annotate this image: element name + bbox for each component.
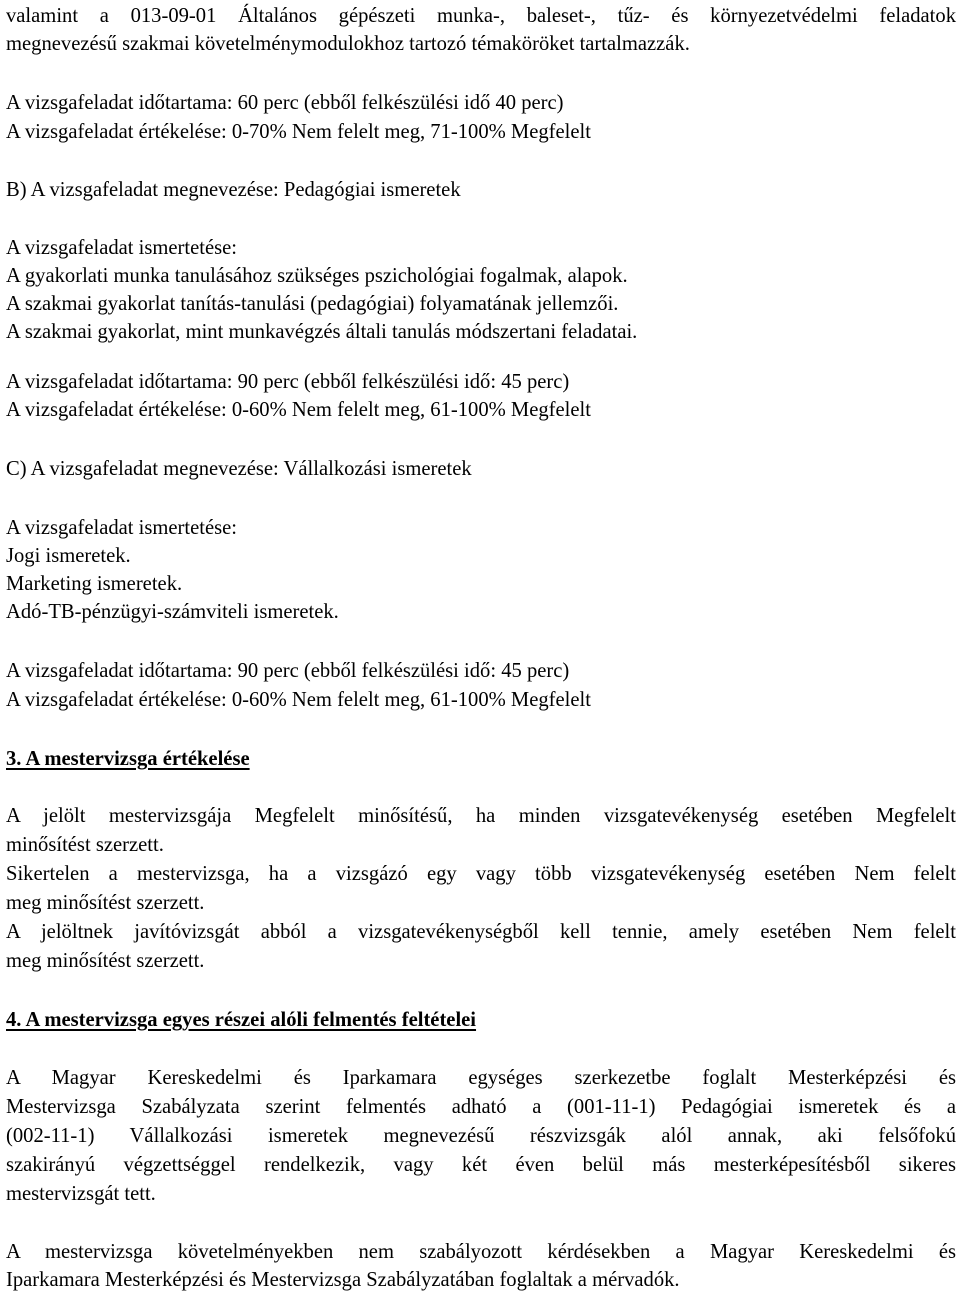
section-4-paragraph-line: (002-11-1) Vállalkozási ismeretek megnevezésű részvizsgák alól annak, aki felsőfokú [6,1125,956,1147]
section-4-paragraph-line: Mestervizsga Szabályzata szerint felmentés adható a (001-11-1) Pedagógiai ismeretek és a [6,1096,956,1118]
task-c-description-line: Adó-TB-pénzügyi-számviteli ismeretek. [6,601,339,623]
task-b-description-label: A vizsgafeladat ismertetése: [6,237,238,259]
section-4-paragraph-line: szakirányú végzettséggel rendelkezik, vagy két éven belül más mesterképesítésből sikeres [6,1154,956,1176]
section-4-paragraph-line: mestervizsgát tett. [6,1183,156,1205]
section-3-line: A jelöltnek javítóvizsgát abból a vizsgatevékenységből kell tennie, amely esetében Nem felelt [6,921,956,943]
task-b-evaluation: A vizsgafeladat értékelése: 0-60% Nem felelt meg, 61-100% Megfelelt [6,399,591,421]
task-c-description-label: A vizsgafeladat ismertetése: [6,517,238,539]
task-c-description-line: Jogi ismeretek. [6,545,131,567]
task-b-description-line: A szakmai gyakorlat, mint munkavégzés általi tanulás módszertani feladatai. [6,321,638,343]
section-4-paragraph-line: A Magyar Kereskedelmi és Iparkamara egységes szerkezetbe foglalt Mesterképzési és [6,1067,956,1089]
section-3-line: Sikertelen a mestervizsga, ha a vizsgázó egy vagy több vizsgatevékenység esetében Nem felelt [6,863,956,885]
task-b-title: B) A vizsgafeladat megnevezése: Pedagógiai ismeretek [6,179,461,201]
section-3-heading: 3. A mestervizsga értékelése [6,748,250,770]
section-3-line: A jelölt mestervizsgája Megfelelt minősítésű, ha minden vizsgatevékenység esetében Megfelelt [6,805,956,827]
task-a-evaluation: A vizsgafeladat értékelése: 0-70% Nem felelt meg, 71-100% Megfelelt [6,121,591,143]
intro-line: megnevezésű szakmai követelménymodulokhoz tartozó témaköröket tartalmazzák. [6,33,690,55]
task-a-duration: A vizsgafeladat időtartama: 60 perc (ebből felkészülési idő 40 perc) [6,92,564,114]
section-3-line: meg minősítést szerzett. [6,892,205,914]
section-3-line: minősítést szerzett. [6,834,164,856]
task-c-evaluation: A vizsgafeladat értékelése: 0-60% Nem felelt meg, 61-100% Megfelelt [6,689,591,711]
task-c-title: C) A vizsgafeladat megnevezése: Vállalkozási ismeretek [6,458,472,480]
section-4-paragraph-line: Iparkamara Mesterképzési és Mestervizsga Szabályzatában foglaltak a mérvadók. [6,1269,680,1291]
intro-line: valamint a 013-09-01 Általános gépészeti munka-, baleset-, tűz- és környezetvédelmi feladatok [6,5,956,27]
task-b-duration: A vizsgafeladat időtartama: 90 perc (ebből felkészülési idő: 45 perc) [6,371,570,393]
section-3-line: meg minősítést szerzett. [6,950,205,972]
task-c-description-line: Marketing ismeretek. [6,573,183,595]
task-b-description-line: A szakmai gyakorlat tanítás-tanulási (pedagógiai) folyamatának jellemzői. [6,293,619,315]
task-b-description-line: A gyakorlati munka tanulásához szükséges pszichológiai fogalmak, alapok. [6,265,628,287]
section-4-paragraph-line: A mestervizsga követelményekben nem szabályozott kérdésekben a Magyar Kereskedelmi és [6,1241,956,1263]
section-4-heading: 4. A mestervizsga egyes részei alóli felmentés feltételei [6,1009,477,1031]
task-c-duration: A vizsgafeladat időtartama: 90 perc (ebből felkészülési idő: 45 perc) [6,660,570,682]
